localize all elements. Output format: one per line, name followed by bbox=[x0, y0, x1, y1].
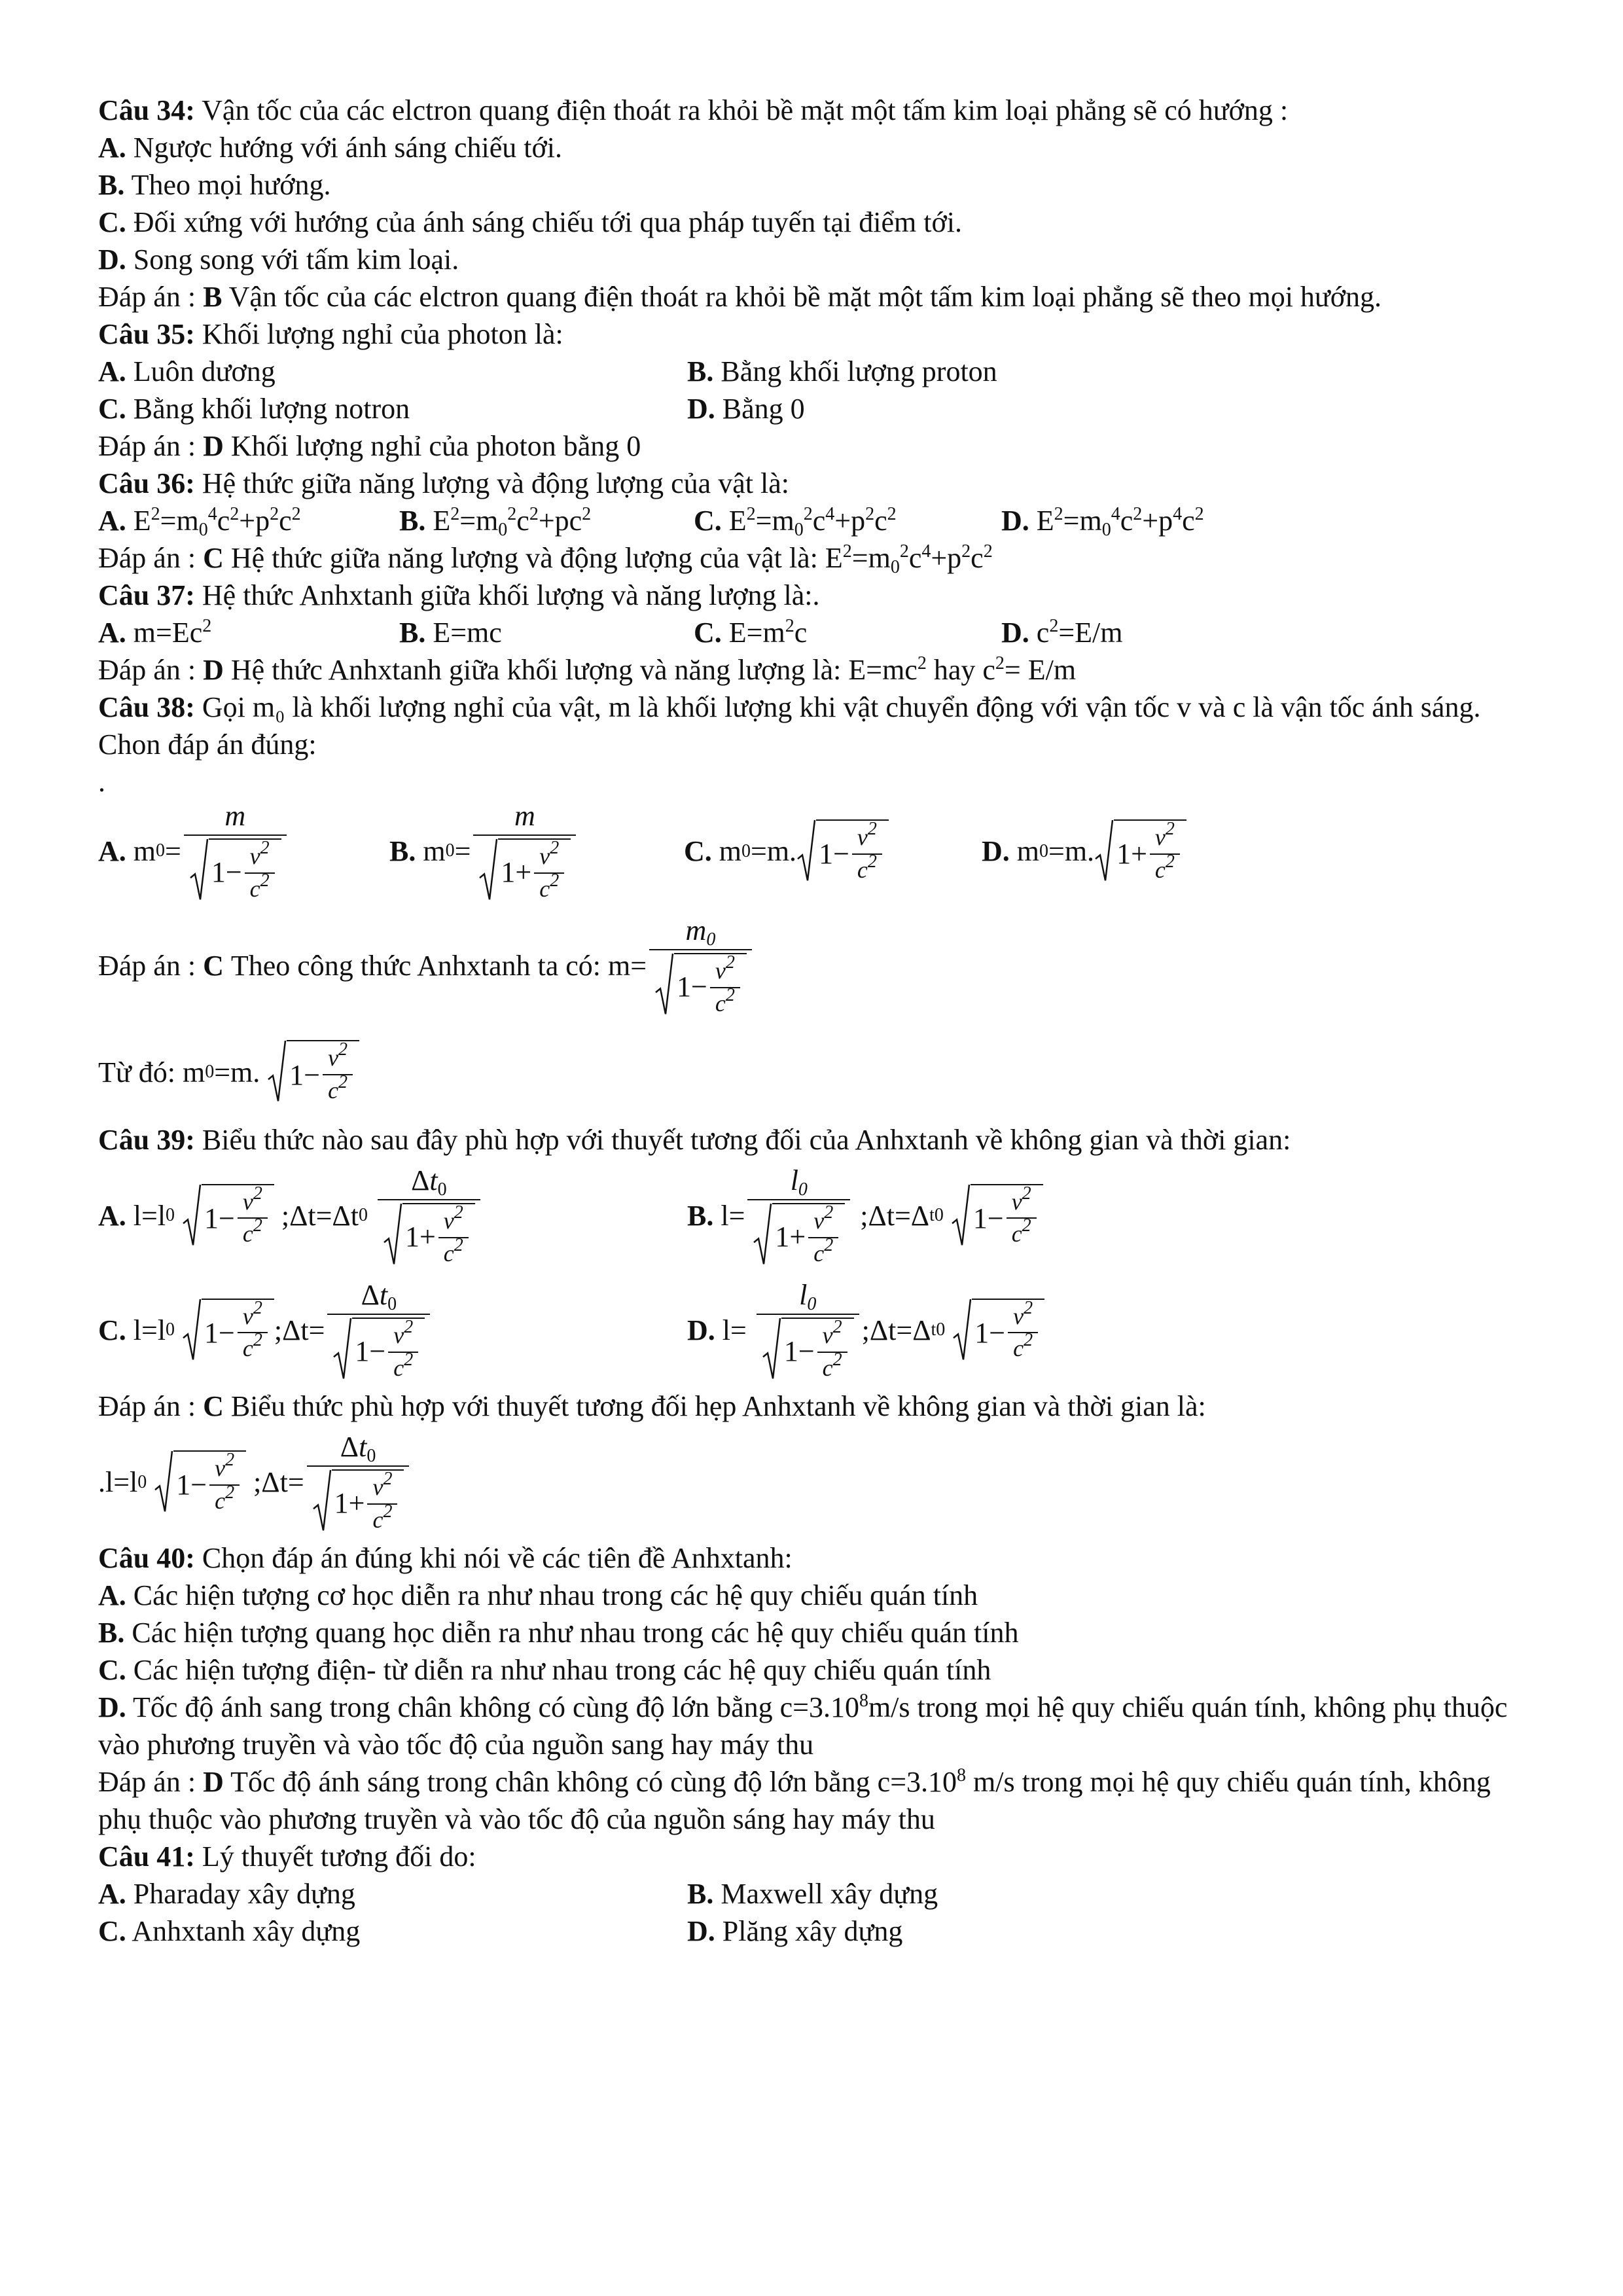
options-41-row1 bbox=[98, 1875, 1538, 1912]
option-34-b: B. Theo mọi hướng. bbox=[98, 169, 331, 201]
question-40: Câu 40: Chọn đáp án đúng khi nói về các tiên đề Anhxtanh: bbox=[98, 1542, 793, 1574]
option-35-c: C. Bằng khối lượng notron bbox=[98, 393, 410, 425]
option-36-b: B. $E^2=m_0^2c^2+pc^2$ bbox=[399, 504, 592, 540]
document-page bbox=[98, 92, 1538, 1950]
answer-38: Đáp án : C Theo công thức Anhxtanh ta có: m= $m_0$ 1− $\frac{v^2}{c^2}$ bbox=[98, 908, 1538, 1023]
options-35-row1 bbox=[98, 353, 1538, 390]
option-38-b: B. m 0 = m 1+ $\frac{v^2}{c^2}$ bbox=[389, 800, 684, 903]
answer-40: Đáp án : D Tốc độ ánh sáng trong chân không có cùng độ lớn bằng $c=3.10^8$ m/s trong mọi hệ quy chiếu quán tính, không phụ thuộc vào phương truyền và vào tốc độ của nguồn sáng hay máy thu bbox=[98, 1765, 1491, 1835]
options-38 bbox=[98, 794, 1538, 908]
answer-37: Đáp án : D Hệ thức Anhxtanh giữa khối lượng và năng lượng là: $E=mc^2$ hay $c^2= E/m$ bbox=[98, 653, 1077, 686]
answer-34: Đáp án : B Vận tốc của các elctron quang điện thoát ra khỏi bề mặt một tấm kim loại phẳng sẽ theo mọi hướng. bbox=[98, 281, 1382, 313]
option-35-a: A. Luôn dương bbox=[98, 355, 276, 387]
question-34: Câu 34: Vận tốc của các elctron quang điện thoát ra khỏi bề mặt một tấm kim loại phẳng sẽ có hướng : bbox=[98, 94, 1289, 126]
option-41-c: C. Anhxtanh xây dựng bbox=[98, 1915, 361, 1947]
option-34-c: C. Đối xứng với hướng của ánh sáng chiếu tới qua pháp tuyến tại điểm tới. bbox=[98, 206, 962, 238]
answer-39: Đáp án : C Biểu thức phù hợp với thuyết tương đối hẹp Anhxtanh về không gian và thời gian là: bbox=[98, 1390, 1206, 1422]
option-36-c: C. $E^2=m_0^2c^4+p^2c^2$ bbox=[694, 504, 897, 540]
options-39-row2 bbox=[98, 1273, 1538, 1388]
option-41-b: B. Maxwell xây dựng bbox=[687, 1878, 938, 1910]
option-37-d: D. $c^2=E/m$ bbox=[1001, 616, 1123, 649]
option-36-a: A. $E^2=m_0^4c^2+p^2c^2$ bbox=[98, 504, 301, 540]
answer-36: Đáp án : C Hệ thức giữa năng lượng và động lượng của vật là: $E^2=m_0^2c^4+p^2c^2$ bbox=[98, 541, 993, 577]
option-36-d: D. $E^2=m_0^4c^2+p^4c^2$ bbox=[1001, 504, 1204, 540]
option-39-b: B. l= $l_0$ 1+ $\frac{v^2}{c^2}$ ;Δt=Δ t0 1− $\frac{v^2}{c^2}$ bbox=[687, 1165, 1043, 1267]
option-38-c: C. m 0 =m. 1− $\frac{v^2}{c^2}$ bbox=[684, 819, 982, 883]
option-40-a: A. Các hiện tượng cơ học diễn ra như nhau trong các hệ quy chiếu quán tính bbox=[98, 1579, 978, 1611]
dot-line: . bbox=[98, 766, 105, 798]
option-38-a: A. m 0 = m 1− $\frac{v^2}{c^2}$ bbox=[98, 800, 389, 903]
option-39-a: A. l=l 0 1− $\frac{v^2}{c^2}$ ;Δt=Δt 0 $\Delta t_0$ 1+ $\frac{v^2}{c^2}$ bbox=[98, 1165, 687, 1267]
options-36 bbox=[98, 502, 1538, 539]
options-35-row2 bbox=[98, 390, 1538, 427]
answer-35: Đáp án : D Khối lượng nghỉ của photon bằng 0 bbox=[98, 430, 641, 462]
question-41: Câu 41: Lý thuyết tương đối do: bbox=[98, 1840, 476, 1873]
question-39: Câu 39: Biểu thức nào sau đây phù hợp với thuyết tương đối của Anhxtanh về không gian và thời gian: bbox=[98, 1124, 1291, 1156]
option-34-d: D. Song song với tấm kim loại. bbox=[98, 243, 459, 276]
options-39-row1 bbox=[98, 1158, 1538, 1273]
option-34-a: A. Ngược hướng với ánh sáng chiếu tới. bbox=[98, 132, 562, 164]
question-38: Câu 38: Gọi m₀ là khối lượng nghỉ của vật, m là khối lượng khi vật chuyển động với vận tốc v và c là vận tốc ánh sáng. Chon đáp án đúng: bbox=[98, 691, 1481, 761]
answer-39-formula: .l=l 0 1− $\frac{v^2}{c^2}$ ;Δt= $\Delta t_0$ 1+ $\frac{v^2}{c^2}$ bbox=[98, 1425, 1538, 1539]
option-39-d: D. l= $l_0$ 1− $\frac{v^2}{c^2}$ ;Δt=Δ t0 1− $\frac{v^2}{c^2}$ bbox=[687, 1280, 1044, 1382]
option-40-b: B. Các hiện tượng quang học diễn ra như nhau trong các hệ quy chiếu quán tính bbox=[98, 1617, 1019, 1649]
question-36: Câu 36: Hệ thức giữa năng lượng và động lượng của vật là: bbox=[98, 467, 789, 499]
options-37 bbox=[98, 614, 1538, 651]
question-37: Câu 37: Hệ thức Anhxtanh giữa khối lượng và năng lượng là:. bbox=[98, 579, 820, 611]
option-37-b: B. E=mc bbox=[399, 617, 502, 649]
option-38-d: D. m 0 =m. 1+ $\frac{v^2}{c^2}$ bbox=[982, 819, 1186, 883]
option-39-c: C. l=l 0 1− $\frac{v^2}{c^2}$ ;Δt= $\Delta t_0$ 1− $\frac{v^2}{c^2}$ bbox=[98, 1280, 687, 1382]
option-40-d: D. Tốc độ ánh sang trong chân không có cùng độ lớn bằng $c=3.10^8m/s$ trong mọi hệ quy chiếu quán tính, không phụ thuộc vào phương truyền và vào tốc độ của nguồn sang hay máy thu bbox=[98, 1691, 1508, 1761]
option-40-c: C. Các hiện tượng điện- từ diễn ra như nhau trong các hệ quy chiếu quán tính bbox=[98, 1654, 991, 1686]
answer-38-result: Từ đó: m 0 =m. 1− $\frac{v^2}{c^2}$ bbox=[98, 1023, 1538, 1121]
option-35-b: B. Bằng khối lượng proton bbox=[687, 355, 997, 387]
option-37-c: C. $E=m^2c$ bbox=[694, 616, 808, 649]
option-35-d: D. Bằng 0 bbox=[687, 393, 805, 425]
option-41-a: A. Pharaday xây dựng bbox=[98, 1878, 355, 1910]
option-41-d: D. Plăng xây dựng bbox=[687, 1915, 903, 1947]
options-41-row2 bbox=[98, 1912, 1538, 1950]
question-35: Câu 35: Khối lượng nghỉ của photon là: bbox=[98, 318, 563, 350]
option-37-a: A. $m=Ec^2$ bbox=[98, 616, 212, 649]
